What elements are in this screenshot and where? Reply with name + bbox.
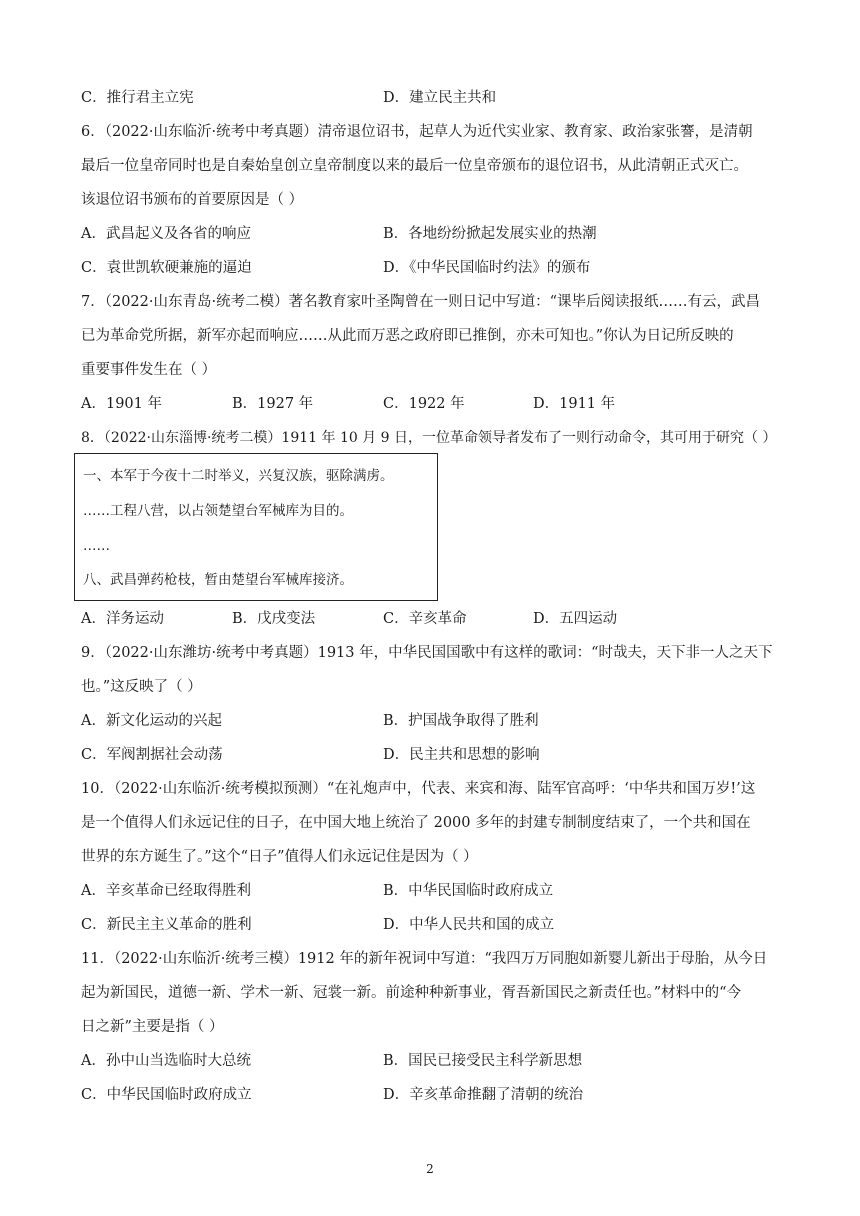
q9-stem-line-1: 9．（2022·山东潍坊·统考中考真题）1913 年，中华民国国歌中有这样的歌词：“时哉夫，天下非一人之天下 [81, 645, 773, 661]
q5-option-d: D．建立民主共和 [383, 90, 497, 106]
q11-option-c: C．中华民国临时政府成立 [81, 1087, 252, 1103]
q6-stem-line-3: 该退位诏书颁布的首要原因是（ ） [81, 192, 304, 208]
q9-option-d: D．民主共和思想的影响 [383, 747, 540, 763]
q7-option-a: A．1901 年 [81, 396, 162, 412]
q11-stem-line-3: 日之新”主要是指（ ） [81, 1019, 224, 1035]
q9-option-a: A．新文化运动的兴起 [81, 713, 222, 729]
q7-stem-line-3: 重要事件发生在（ ） [81, 362, 217, 378]
q6-option-d: D．《中华民国临时约法》的颁布 [383, 260, 591, 276]
q8-quote-line-4: 八、武昌弹药枪枝，暂由楚望台军械库接济。 [83, 572, 353, 588]
q6-option-c: C．袁世凯软硬兼施的逼迫 [81, 260, 252, 276]
q8-quote-box [74, 453, 438, 601]
q10-stem-line-3: 世界的东方诞生了。”这个“日子”值得人们永远记住是因为（ ） [81, 849, 478, 865]
q11-option-a: A．孙中山当选临时大总统 [81, 1053, 251, 1069]
q10-option-c: C．新民主主义革命的胜利 [81, 917, 252, 933]
q8-option-c: C．辛亥革命 [383, 611, 467, 627]
q6-stem-line-2: 最后一位皇帝同时也是自秦始皇创立皇帝制度以来的最后一位皇帝颁布的退位诏书，从此清朝正式灭亡。 [81, 158, 748, 174]
q7-stem-line-1: 7．（2022·山东青岛·统考二模）著名教育家叶圣陶曾在一则日记中写道：“课毕后阅读报纸……有云，武昌 [81, 294, 761, 310]
q8-option-a: A．洋务运动 [81, 611, 164, 627]
q10-option-d: D．中华人民共和国的成立 [383, 917, 555, 933]
q11-stem-line-2: 起为新国民，道德一新、学术一新、冠裳一新。前途种种新事业，胥吾新国民之新责任也。”材料中的“今 [81, 985, 742, 1001]
q5-option-c: C．推行君主立宪 [81, 90, 194, 106]
q10-option-b: B．中华民国临时政府成立 [383, 883, 554, 899]
q8-stem-line-1: 8．（2022·山东淄博·统考二模）1911 年 10 月 9 日，一位革命领导者发布了一则行动命令，其可用于研究（ ） [81, 430, 777, 446]
q7-stem-line-2: 已为革命党所据，新军亦起而响应……从此而万恶之政府即已推倒，亦未可知也。”你认为日记所反映的 [81, 328, 734, 344]
q8-quote-line-1: 一、本军于今夜十二时举义，兴复汉族，驱除满虏。 [83, 468, 394, 484]
q9-stem-line-2: 也。”这反映了（ ） [81, 679, 202, 695]
q10-stem-line-2: 是一个值得人们永远记住的日子，在中国大地上统治了 2000 多年的封建专制制度结束了，一个共和国在 [81, 815, 751, 831]
q8-quote-line-2: ……工程八营，以占领楚望台军械库为目的。 [83, 503, 353, 519]
q9-option-c: C．军阀割据社会动荡 [81, 747, 223, 763]
q8-quote-line-3: …… [83, 538, 110, 554]
q6-option-b: B．各地纷纷掀起发展实业的热潮 [383, 226, 597, 242]
q11-option-b: B．国民已接受民主科学新思想 [383, 1053, 583, 1069]
q7-option-b: B．1927 年 [232, 396, 314, 412]
page-number: 2 [426, 1162, 434, 1176]
q8-option-d: D．五四运动 [533, 611, 618, 627]
q9-option-b: B．护国战争取得了胜利 [383, 713, 539, 729]
q7-option-d: D．1911 年 [533, 396, 616, 412]
q11-stem-line-1: 11．（2022·山东临沂·统考三模）1912 年的新年祝词中写道：“我四万万同胞如新婴儿新出于母胎，从今日 [81, 951, 768, 967]
q6-stem-line-1: 6．（2022·山东临沂·统考中考真题）清帝退位诏书，起草人为近代实业家、教育家、政治家张謇，是清朝 [81, 124, 753, 140]
q10-stem-line-1: 10．（2022·山东临沂·统考模拟预测）“在礼炮声中，代表、来宾和海、陆军官高呼：‘中华共和国万岁!’这 [81, 781, 756, 797]
q7-option-c: C．1922 年 [383, 396, 465, 412]
q10-option-a: A．辛亥革命已经取得胜利 [81, 883, 251, 899]
q11-option-d: D．辛亥革命推翻了清朝的统治 [383, 1087, 584, 1103]
q8-option-b: B．戊戌变法 [232, 611, 316, 627]
q6-option-a: A．武昌起义及各省的响应 [81, 226, 251, 242]
